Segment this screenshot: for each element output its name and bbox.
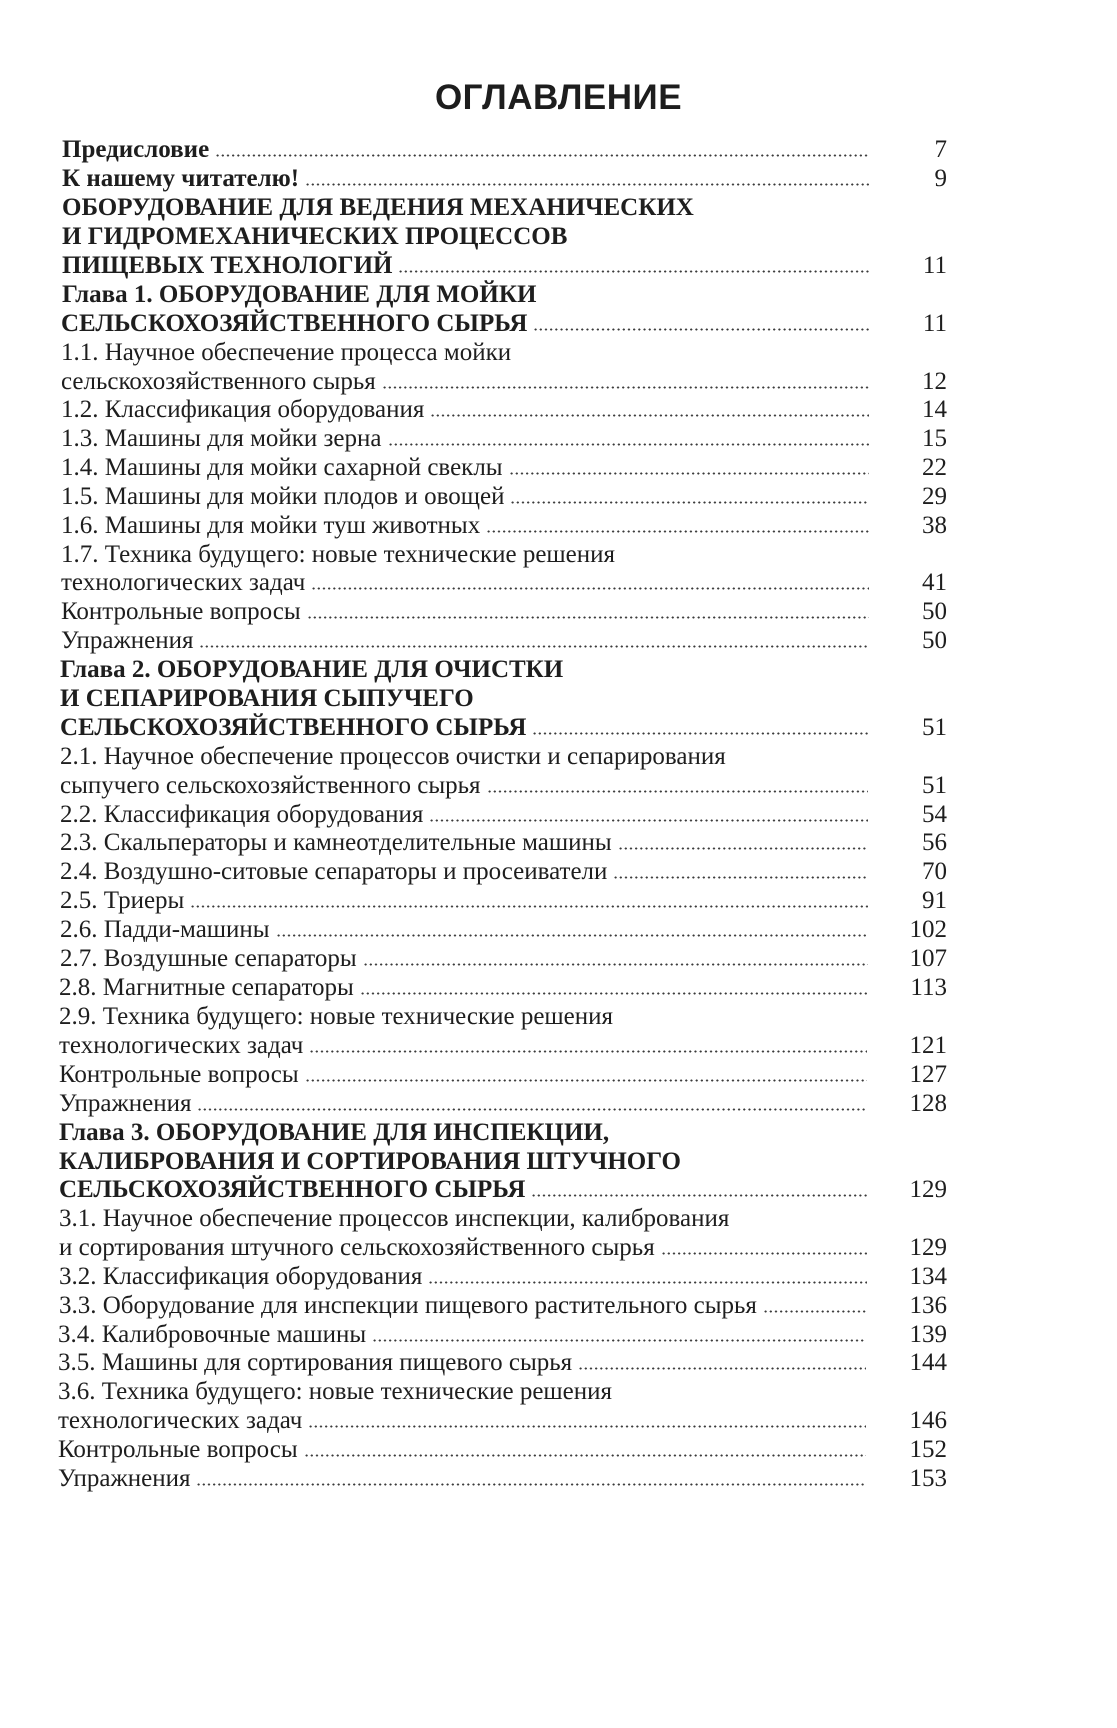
toc-entry-title: 3.6. Техника будущего: новые технические решения xyxy=(58,1378,613,1405)
toc-entry xyxy=(0,886,1117,916)
toc-entry-title: 1.4. Машины для мойки сахарной свеклы xyxy=(61,454,503,481)
toc-entry-title: 3.3. Оборудование для инспекции пищевого растительного сырья xyxy=(59,1292,757,1319)
dot-leader xyxy=(308,1425,866,1428)
toc-entry-page-number: 128 xyxy=(909,1090,947,1117)
toc-entry xyxy=(0,511,1117,541)
dot-leader xyxy=(532,732,868,735)
toc-entry-title: 2.5. Триеры xyxy=(60,887,185,914)
toc-entry-title: технологических задач xyxy=(61,569,306,596)
page-title: ОГЛАВЛЕНИЕ xyxy=(434,78,683,117)
toc-entry-page-number: 139 xyxy=(909,1321,947,1348)
toc-entry-page-number: 152 xyxy=(909,1436,947,1463)
toc-entry xyxy=(0,367,1117,397)
toc-entry-page-number: 51 xyxy=(922,714,947,741)
toc-entry-title: технологических задач xyxy=(58,1407,303,1434)
toc-entry-title: 2.7. Воздушные сепараторы xyxy=(60,945,357,972)
toc-entry-title: 1.3. Машины для мойки зерна xyxy=(61,425,382,452)
toc-entry-page-number: 107 xyxy=(909,945,947,972)
toc-entry-title: СЕЛЬСКОХОЗЯЙСТВЕННОГО СЫРЬЯ xyxy=(60,714,527,741)
toc-entry xyxy=(0,1291,1117,1321)
dot-leader xyxy=(307,616,869,619)
toc-entry-title: Контрольные вопросы xyxy=(58,1436,298,1463)
toc-entry xyxy=(0,1175,1117,1205)
dot-leader xyxy=(429,819,868,822)
toc-entry xyxy=(0,1147,1117,1177)
toc-entry-title: 3.4. Калибровочные машины xyxy=(58,1321,367,1348)
toc-entry xyxy=(0,857,1117,887)
toc-entry-title: 2.8. Магнитные сепараторы xyxy=(59,974,354,1001)
toc-entry xyxy=(0,1118,1117,1148)
toc-entry xyxy=(0,1464,1117,1494)
toc-entry xyxy=(0,1060,1117,1090)
toc-entry xyxy=(0,1233,1117,1263)
toc-entry-page-number: 9 xyxy=(934,165,947,192)
dot-leader xyxy=(197,1108,867,1111)
toc-entry-page-number: 127 xyxy=(909,1061,947,1088)
toc-entry xyxy=(0,453,1117,483)
toc-entry xyxy=(0,135,1117,165)
dot-leader xyxy=(763,1310,867,1313)
toc-entry-page-number: 146 xyxy=(909,1407,947,1434)
toc-entry-page-number: 121 xyxy=(909,1032,947,1059)
dot-leader xyxy=(372,1339,866,1342)
toc-entry xyxy=(0,1262,1117,1292)
toc-entry xyxy=(0,944,1117,974)
dot-leader xyxy=(311,587,869,590)
toc-entry-page-number: 14 xyxy=(922,396,947,423)
toc-entry-page-number: 129 xyxy=(909,1176,947,1203)
toc-entry xyxy=(0,193,1117,223)
toc-entry-title: сельскохозяйственного сырья xyxy=(61,368,376,395)
toc-entry xyxy=(0,742,1117,772)
toc-entry-title: 2.3. Скальператоры и камнеотделительные машины xyxy=(60,829,612,856)
toc-entry xyxy=(0,828,1117,858)
dot-leader xyxy=(661,1252,867,1255)
toc-entry-page-number: 38 xyxy=(922,512,947,539)
toc-entry-page-number: 129 xyxy=(909,1234,947,1261)
toc-entry xyxy=(0,1435,1117,1465)
dot-leader xyxy=(487,790,868,793)
toc-entry-title: 2.4. Воздушно-ситовые сепараторы и просеиватели xyxy=(60,858,608,885)
toc-entry-title: СЕЛЬСКОХОЗЯЙСТВЕННОГО СЫРЬЯ xyxy=(61,310,528,337)
toc-entry-title: 1.5. Машины для мойки плодов и овощей xyxy=(61,483,505,510)
dot-leader xyxy=(305,183,870,186)
toc-entry xyxy=(0,1406,1117,1436)
toc-entry xyxy=(0,1002,1117,1032)
toc-entry xyxy=(0,1377,1117,1407)
toc-entry-title: К нашему читателю! xyxy=(62,165,300,192)
toc-entry-page-number: 29 xyxy=(922,483,947,510)
toc-entry-title: 3.2. Классификация оборудования xyxy=(59,1263,423,1290)
toc-entry-title: 2.6. Падди-машины xyxy=(60,916,270,943)
toc-entry xyxy=(0,309,1117,339)
toc-entry-title: 1.2. Классификация оборудования xyxy=(61,396,425,423)
toc-entry-page-number: 11 xyxy=(922,252,947,279)
toc-entry xyxy=(0,1348,1117,1378)
dot-leader xyxy=(618,847,868,850)
toc-entry-title: 2.9. Техника будущего: новые технические решения xyxy=(59,1003,614,1030)
toc-entry xyxy=(0,973,1117,1003)
toc-entry-page-number: 136 xyxy=(909,1292,947,1319)
toc-entry-title: Контрольные вопросы xyxy=(59,1061,299,1088)
toc-entry-title: Упражнения xyxy=(59,1090,192,1117)
toc-entry xyxy=(0,1031,1117,1061)
toc-entry-page-number: 113 xyxy=(910,974,947,1001)
toc-entry xyxy=(0,1089,1117,1119)
toc-entry-title: и сортирования штучного сельскохозяйственного сырья xyxy=(59,1234,655,1261)
toc-entry-page-number: 56 xyxy=(922,829,947,856)
toc-entry-title: Упражнения xyxy=(61,627,194,654)
toc-entry xyxy=(0,251,1117,281)
dot-leader xyxy=(613,876,868,879)
toc-entry-title: 3.1. Научное обеспечение процессов инспекции, калибрования xyxy=(59,1205,730,1232)
dot-leader xyxy=(363,963,868,966)
toc-entry xyxy=(0,626,1117,656)
dot-leader xyxy=(305,1079,867,1082)
dot-leader xyxy=(309,1050,867,1053)
toc-entry xyxy=(0,395,1117,425)
toc-entry xyxy=(0,597,1117,627)
toc-entry-title: Глава 2. ОБОРУДОВАНИЕ ДЛЯ ОЧИСТКИ xyxy=(60,656,564,683)
toc-entry-page-number: 70 xyxy=(922,858,947,885)
toc-entry-page-number: 144 xyxy=(909,1349,947,1376)
dot-leader xyxy=(190,905,868,908)
toc-entry xyxy=(0,1320,1117,1350)
toc-entry-page-number: 50 xyxy=(922,627,947,654)
toc-entry-page-number: 22 xyxy=(922,454,947,481)
toc-entry-page-number: 50 xyxy=(922,598,947,625)
toc-entry-title: Контрольные вопросы xyxy=(61,598,301,625)
toc-entry-page-number: 153 xyxy=(909,1465,947,1492)
dot-leader xyxy=(276,934,868,937)
toc-entry-title: 3.5. Машины для сортирования пищевого сырья xyxy=(58,1349,573,1376)
toc-entry xyxy=(0,280,1117,310)
toc-entry xyxy=(0,915,1117,945)
toc-entry-title: 2.1. Научное обеспечение процессов очистки и сепарирования xyxy=(60,743,726,770)
dot-leader xyxy=(215,154,870,157)
toc-entry xyxy=(0,800,1117,830)
toc-entry-page-number: 102 xyxy=(909,916,947,943)
toc-entry-title: И СЕПАРИРОВАНИЯ СЫПУЧЕГО xyxy=(60,685,474,712)
dot-leader xyxy=(578,1367,866,1370)
dot-leader xyxy=(196,1483,866,1486)
toc-entry-page-number: 134 xyxy=(909,1263,947,1290)
toc-entry xyxy=(0,1204,1117,1234)
dot-leader xyxy=(360,992,867,995)
toc-entry-page-number: 12 xyxy=(922,368,947,395)
toc-entry-title: Предисловие xyxy=(62,136,210,163)
toc-entry xyxy=(0,338,1117,368)
toc-entry-title: технологических задач xyxy=(59,1032,304,1059)
toc-entry-page-number: 7 xyxy=(934,136,947,163)
toc-entry xyxy=(0,655,1117,685)
dot-leader xyxy=(486,530,869,533)
toc-entry xyxy=(0,482,1117,512)
toc-entry xyxy=(0,164,1117,194)
toc-entry-title: ПИЩЕВЫХ ТЕХНОЛОГИЙ xyxy=(62,252,393,279)
toc-entry-page-number: 11 xyxy=(922,310,947,337)
toc-entry-title: И ГИДРОМЕХАНИЧЕСКИХ ПРОЦЕССОВ xyxy=(62,223,568,250)
toc-entry-title: Глава 1. ОБОРУДОВАНИЕ ДЛЯ МОЙКИ xyxy=(62,281,537,308)
dot-leader xyxy=(382,386,869,389)
toc-entry xyxy=(0,713,1117,743)
dot-leader xyxy=(510,501,869,504)
toc-entry-title: Упражнения xyxy=(58,1465,191,1492)
toc-entry xyxy=(0,684,1117,714)
toc-entry xyxy=(0,222,1117,252)
toc-entry-page-number: 54 xyxy=(922,801,947,828)
toc-entry-title: 1.1. Научное обеспечение процесса мойки xyxy=(61,339,512,366)
dot-leader xyxy=(199,645,869,648)
toc-entry-title: ОБОРУДОВАНИЕ ДЛЯ ВЕДЕНИЯ МЕХАНИЧЕСКИХ xyxy=(62,194,694,221)
dot-leader xyxy=(428,1281,867,1284)
dot-leader xyxy=(533,328,869,331)
toc-entry xyxy=(0,568,1117,598)
toc-entry-title: 1.7. Техника будущего: новые технические решения xyxy=(61,541,616,568)
toc-entry-title: 2.2. Классификация оборудования xyxy=(60,801,424,828)
toc-entry-title: сыпучего сельскохозяйственного сырья xyxy=(60,772,481,799)
toc-entry-page-number: 51 xyxy=(922,772,947,799)
toc-entry-page-number: 41 xyxy=(922,569,947,596)
toc-entry xyxy=(0,540,1117,570)
dot-leader xyxy=(398,270,870,273)
toc-entry-title: СЕЛЬСКОХОЗЯЙСТВЕННОГО СЫРЬЯ xyxy=(59,1176,526,1203)
dot-leader xyxy=(531,1194,867,1197)
toc-entry xyxy=(0,424,1117,454)
dot-leader xyxy=(509,472,869,475)
toc-entry-title: КАЛИБРОВАНИЯ И СОРТИРОВАНИЯ ШТУЧНОГО xyxy=(59,1148,681,1175)
toc-entry-title: 1.6. Машины для мойки туш животных xyxy=(61,512,481,539)
toc-entry-page-number: 15 xyxy=(922,425,947,452)
toc-entry-title: Глава 3. ОБОРУДОВАНИЕ ДЛЯ ИНСПЕКЦИИ, xyxy=(59,1119,610,1146)
dot-leader xyxy=(430,414,869,417)
toc-entry-page-number: 91 xyxy=(922,887,947,914)
dot-leader xyxy=(388,443,869,446)
dot-leader xyxy=(304,1454,866,1457)
toc-entry xyxy=(0,771,1117,801)
